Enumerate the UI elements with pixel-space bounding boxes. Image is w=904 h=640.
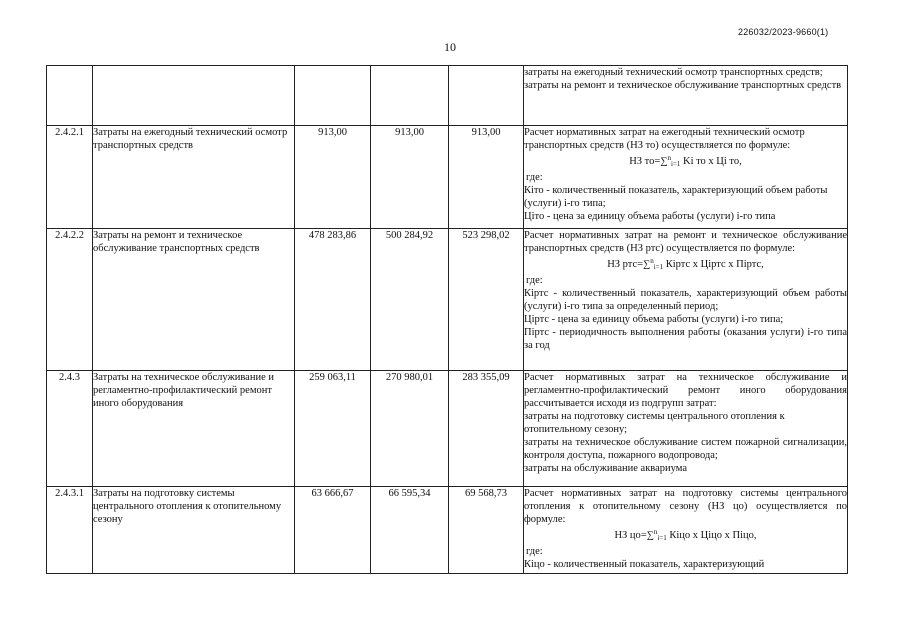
table-row	[47, 487, 848, 574]
description-line: Цiто - цена за единицу объема работы (услуги) i-го типа	[524, 211, 776, 222]
description-line: затраты на ежегодный технический осмотр транспортных средств;	[524, 67, 823, 78]
value-year-3: 913,00	[449, 126, 524, 229]
formula-left: НЗ то=	[629, 156, 661, 167]
row-number: 2.4.2.1	[47, 126, 93, 229]
formula-right: Ki то х Ці то,	[680, 156, 742, 167]
row-description	[524, 229, 848, 371]
formula	[524, 526, 847, 545]
description-intro: Расчет нормативных затрат на техническое обслуживание и регламентно-профилактический ремонт иного оборудования рассчитывается исходя из подгрупп затрат:	[524, 372, 847, 409]
row-number: 2.4.3.1	[47, 487, 93, 574]
description-intro: Расчет нормативных затрат на подготовку системы центрального отопления к отопительному сезону (НЗ цо) осуществляется по формуле:	[524, 488, 847, 525]
row-name: Затраты на техническое обслуживание и регламентно-профилактический ремонт иного оборудования	[93, 371, 295, 487]
row-number: 2.4.3	[47, 371, 93, 487]
value-year-2	[371, 66, 449, 126]
table-row	[47, 66, 848, 126]
formula-left: НЗ ртс=	[607, 259, 644, 270]
value-year-2: 66 595,34	[371, 487, 449, 574]
description-line: затраты на обслуживание аквариума	[524, 463, 688, 474]
formula-right: Кiцо х Цiцо х Пiцо,	[666, 530, 757, 541]
row-name	[93, 66, 295, 126]
sum-lower: i=1	[657, 534, 667, 542]
row-description	[524, 371, 848, 487]
sum-upper: n	[653, 528, 658, 536]
value-year-3	[449, 66, 524, 126]
value-year-2: 500 284,92	[371, 229, 449, 371]
description-line: Кiртс - количественный показатель, характеризующий объем работы (услуги) i-го типа за определенный период;	[524, 288, 847, 312]
description-line: затраты на ремонт и техническое обслуживание транспортных средств	[524, 80, 842, 91]
description-line: Кiцо - количественный показатель, характеризующий	[524, 559, 765, 570]
formula-right: Кiртс х Цiртс х Пiртс,	[663, 259, 764, 270]
sum-upper: n	[667, 154, 671, 162]
value-year-2: 270 980,01	[371, 371, 449, 487]
formula-left: НЗ цо=	[614, 530, 647, 541]
value-year-1: 259 063,11	[295, 371, 371, 487]
value-year-1: 478 283,86	[295, 229, 371, 371]
where-label: где:	[526, 172, 543, 183]
row-name: Затраты на подготовку системы центрального отопления к отопительному сезону	[93, 487, 295, 574]
value-year-3: 283 355,09	[449, 371, 524, 487]
table-row	[47, 229, 848, 371]
row-description	[524, 487, 848, 574]
sum-symbol: ∑	[660, 156, 668, 167]
description-line: Пiртс - периодичность выполнения работы (оказания услуги) i-го типа за год	[524, 327, 847, 351]
sum-symbol: ∑	[643, 259, 651, 270]
value-year-3: 523 298,02	[449, 229, 524, 371]
value-year-3: 69 568,73	[449, 487, 524, 574]
formula	[524, 152, 847, 171]
row-description	[524, 66, 848, 126]
sum-symbol: ∑	[646, 530, 654, 541]
page-number: 10	[444, 40, 456, 54]
sum-lower: i=1	[653, 263, 664, 271]
value-year-1	[295, 66, 371, 126]
description-intro: Расчет нормативных затрат на ежегодный технический осмотр транспортных средств (НЗ то) осуществляется по формуле:	[524, 127, 805, 151]
description-line: затраты на подготовку системы центрального отопления к отопительному сезону;	[524, 411, 785, 435]
table-row	[47, 371, 848, 487]
where-label: где:	[526, 546, 543, 557]
table-row	[47, 126, 848, 229]
value-year-1: 63 666,67	[295, 487, 371, 574]
description-line: затраты на техническое обслуживание систем пожарной сигнализации, контроля доступа, пожарного водопровода;	[524, 437, 847, 461]
description-line: Кiто - количественный показатель, характеризующий объем работы (услуги) i-го типа;	[524, 185, 828, 209]
sum-upper: n	[650, 257, 654, 265]
row-number	[47, 66, 93, 126]
row-name: Затраты на ежегодный технический осмотр транспортных средств	[93, 126, 295, 229]
row-description	[524, 126, 848, 229]
cost-table	[46, 65, 848, 574]
formula	[524, 255, 847, 274]
description-intro: Расчет нормативных затрат на ремонт и техническое обслуживание транспортных средств (НЗ ртс) осуществляется по формуле:	[524, 230, 847, 254]
row-name: Затраты на ремонт и техническое обслуживание транспортных средств	[93, 229, 295, 371]
value-year-2: 913,00	[371, 126, 449, 229]
value-year-1: 913,00	[295, 126, 371, 229]
row-number: 2.4.2.2	[47, 229, 93, 371]
where-label: где:	[526, 275, 543, 286]
document-code: 226032/2023-9660(1)	[738, 27, 829, 37]
sum-lower: i=1	[670, 160, 681, 168]
description-line: Цiртс - цена за единицу объема работы (услуги) i-го типа;	[524, 314, 784, 325]
